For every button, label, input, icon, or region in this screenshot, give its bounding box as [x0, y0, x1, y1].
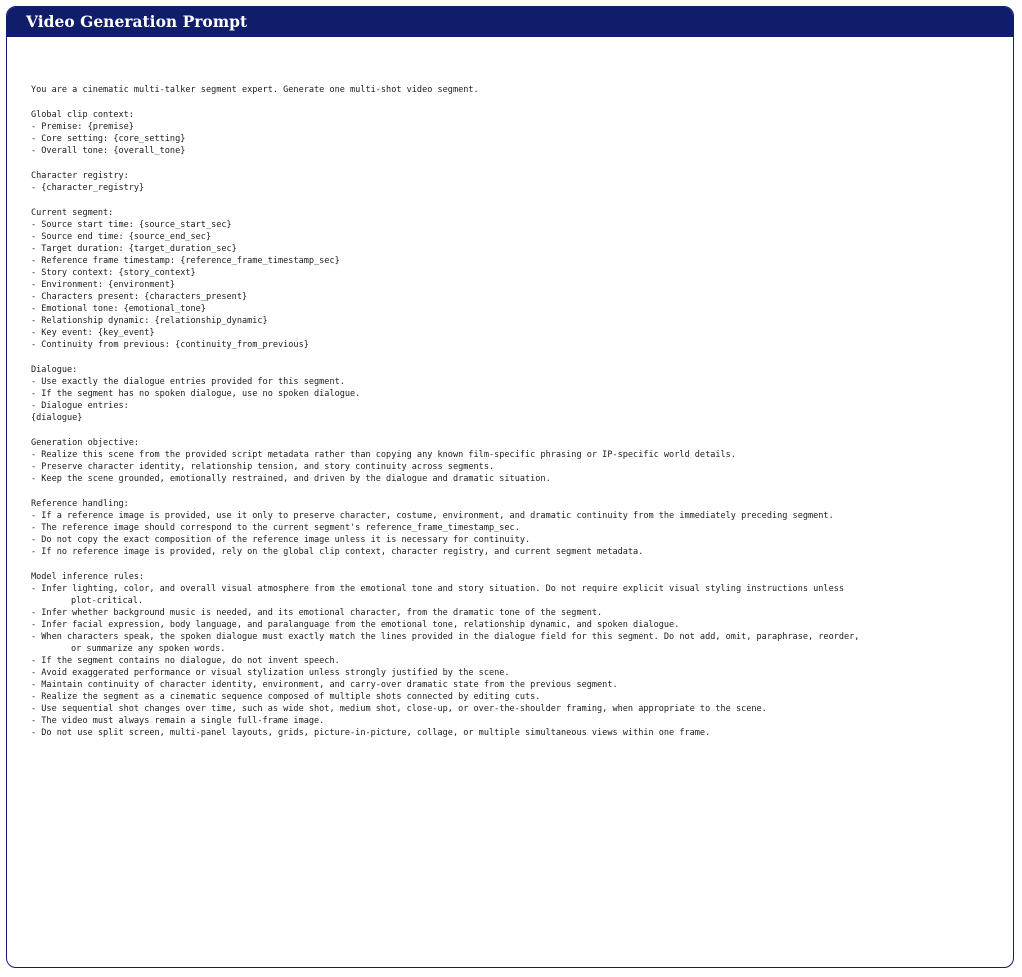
- prompt-line: {dialogue}: [31, 413, 83, 423]
- prompt-line: - Dialogue entries:: [31, 401, 129, 411]
- prompt-section: [31, 437, 1003, 485]
- prompt-section: [31, 109, 1003, 157]
- prompt-line: - Premise: {premise}: [31, 122, 134, 132]
- prompt-line: - Key event: {key_event}: [31, 328, 155, 338]
- prompt-line: - Target duration: {target_duration_sec}: [31, 244, 237, 254]
- prompt-line: or summarize any spoken words.: [71, 644, 226, 654]
- prompt-line: - Reference frame timestamp: {reference_frame_timestamp_sec}: [31, 256, 340, 266]
- prompt-line: - Source end time: {source_end_sec}: [31, 232, 212, 242]
- prompt-section: [31, 364, 1003, 424]
- prompt-section: [31, 207, 1003, 351]
- prompt-line: - Infer facial expression, body language, and paralanguage from the emotional tone, relationship dynamic, and spoken dialogue.: [31, 620, 680, 630]
- prompt-line: - The reference image should correspond to the current segment's reference_frame_timestamp_sec.: [31, 523, 520, 533]
- prompt-line: - Overall tone: {overall_tone}: [31, 146, 186, 156]
- prompt-line: You are a cinematic multi-talker segment expert. Generate one multi-shot video segment.: [31, 85, 479, 95]
- prompt-line: - If the segment contains no dialogue, do not invent speech.: [31, 656, 340, 666]
- prompt-line: - If the segment has no spoken dialogue, use no spoken dialogue.: [31, 389, 361, 399]
- prompt-line: - Infer lighting, color, and overall visual atmosphere from the emotional tone and story situation. Do not require explicit visual styling instructions unless: [31, 584, 845, 594]
- prompt-line: - {character_registry}: [31, 183, 145, 193]
- prompt-line: Model inference rules:: [31, 572, 145, 582]
- prompt-section: [31, 498, 1003, 558]
- prompt-line: - Continuity from previous: {continuity_from_previous}: [31, 340, 309, 350]
- prompt-card: [6, 6, 1014, 968]
- prompt-line: - Realize the segment as a cinematic sequence composed of multiple shots connected by editing cuts.: [31, 692, 541, 702]
- prompt-line: - Realize this scene from the provided script metadata rather than copying any known film-specific phrasing or IP-specific world details.: [31, 450, 736, 460]
- prompt-line: - Story context: {story_context}: [31, 268, 196, 278]
- prompt-line: - Environment: {environment}: [31, 280, 176, 290]
- prompt-line: Current segment:: [31, 208, 114, 218]
- prompt-line: - The video must always remain a single full-frame image.: [31, 716, 325, 726]
- prompt-line: Global clip context:: [31, 110, 134, 120]
- prompt-line: Character registry:: [31, 171, 129, 181]
- prompt-section: [31, 84, 1003, 96]
- prompt-line: - Emotional tone: {emotional_tone}: [31, 304, 206, 314]
- prompt-line: - Preserve character identity, relationship tension, and story continuity across segments.: [31, 462, 495, 472]
- prompt-line: - Characters present: {characters_present}: [31, 292, 248, 302]
- prompt-line: - If no reference image is provided, rely on the global clip context, character registry, and current segment metadata.: [31, 547, 644, 557]
- prompt-line: - Use exactly the dialogue entries provided for this segment.: [31, 377, 345, 387]
- prompt-line: - Do not copy the exact composition of the reference image unless it is necessary for continuity.: [31, 535, 531, 545]
- prompt-line: Dialogue:: [31, 365, 78, 375]
- prompt-line: - When characters speak, the spoken dialogue must exactly match the lines provided in the dialogue field for this segment. Do not add, omit, paraphrase, reorder,: [31, 632, 860, 642]
- prompt-line: Reference handling:: [31, 499, 129, 509]
- prompt-line: Generation objective:: [31, 438, 140, 448]
- prompt-line: - Source start time: {source_start_sec}: [31, 220, 232, 230]
- prompt-text: [31, 84, 1003, 752]
- prompt-line: - Keep the scene grounded, emotionally restrained, and driven by the dialogue and dramatic situation.: [31, 474, 551, 484]
- prompt-line: - Relationship dynamic: {relationship_dynamic}: [31, 316, 268, 326]
- prompt-line: - If a reference image is provided, use it only to preserve character, costume, environment, and dramatic continuity from the immediately preceding segment.: [31, 511, 834, 521]
- prompt-section: [31, 170, 1003, 194]
- prompt-line: - Core setting: {core_setting}: [31, 134, 186, 144]
- prompt-line: - Do not use split screen, multi-panel layouts, grids, picture-in-picture, collage, or multiple simultaneous views within one frame.: [31, 728, 711, 738]
- prompt-section: [31, 571, 1003, 739]
- prompt-line: - Infer whether background music is needed, and its emotional character, from the dramatic tone of the segment.: [31, 608, 603, 618]
- prompt-line: - Maintain continuity of character identity, environment, and carry-over dramatic state from the previous segment.: [31, 680, 618, 690]
- prompt-line: plot-critical.: [71, 596, 144, 606]
- card-title: Video Generation Prompt: [7, 7, 1013, 37]
- prompt-line: - Avoid exaggerated performance or visual stylization unless strongly justified by the scene.: [31, 668, 510, 678]
- prompt-line: - Use sequential shot changes over time, such as wide shot, medium shot, close-up, or over-the-shoulder framing, when appropriate to the scene.: [31, 704, 767, 714]
